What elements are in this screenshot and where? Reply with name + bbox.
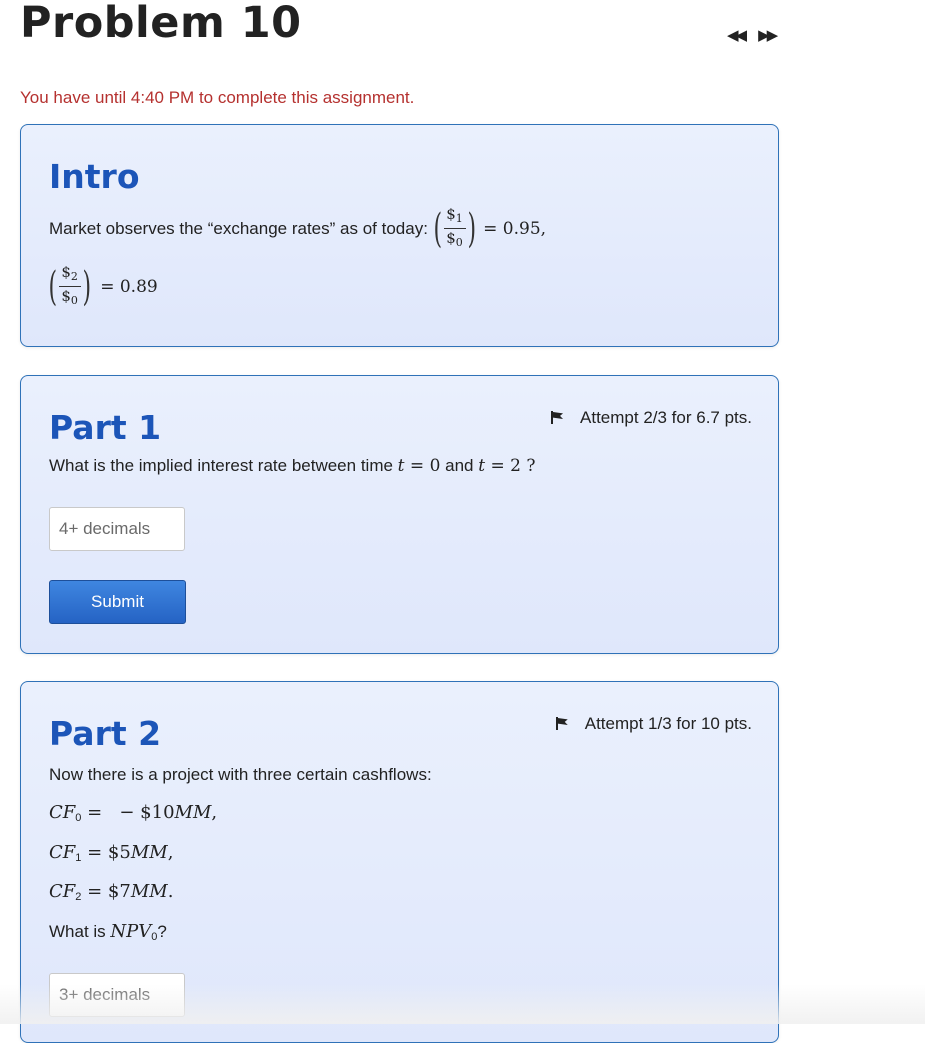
intro-title: Intro (49, 157, 140, 196)
problem-nav (727, 26, 775, 44)
exchange-rate-2-line (45, 263, 158, 310)
part2-attempt-status: Attempt 1/3 for 10 pts. (556, 714, 752, 734)
exchange-rate-2-value: = 0.89 (100, 276, 158, 297)
part2-title: Part 2 (49, 714, 162, 753)
part1-submit-button[interactable]: Submit (49, 580, 186, 624)
exchange-rate-1: ( $\frac{\$_1}{\$_0}$ ) (433, 205, 476, 252)
exchange-rate-1-value: = 0.95, (483, 218, 547, 239)
part2-question: What is $NPV_0$? (49, 921, 167, 943)
part1-title: Part 1 (49, 408, 162, 447)
part1-question: What is the implied interest rate between time t = 0 and t = 2 ? (49, 456, 536, 476)
page-title: Problem 10 (20, 0, 302, 48)
exchange-rate-2: ( $\frac{\$_2}{\$_0}$ ) (48, 263, 91, 310)
intro-panel (20, 124, 779, 347)
intro-text: Market observes the “exchange rates” as of today: ( $\frac{\$_1}{\$_0}$ ) = 0.95, (49, 205, 547, 252)
previous-problem-icon[interactable]: ◀◀ (727, 27, 745, 44)
flag-icon[interactable] (556, 717, 569, 730)
next-problem-icon[interactable]: ▶▶ (758, 27, 776, 44)
cashflow-1: $CF_1$ = $5MM, (49, 842, 174, 864)
part2-panel (20, 681, 779, 1043)
cashflow-2: $CF_2$ = $7MM. (49, 881, 174, 903)
part1-attempt-status: Attempt 2/3 for 6.7 pts. (551, 408, 752, 428)
part2-answer-input[interactable] (49, 973, 185, 1017)
part1-panel (20, 375, 779, 654)
part2-text: Now there is a project with three certain cashflows: (49, 765, 432, 784)
flag-icon[interactable] (551, 411, 564, 424)
deadline-notice: You have until 4:40 PM to complete this assignment. (20, 88, 415, 107)
part1-answer-input[interactable] (49, 507, 185, 551)
cashflow-0: $CF_0$ = − $10MM, (49, 802, 218, 824)
